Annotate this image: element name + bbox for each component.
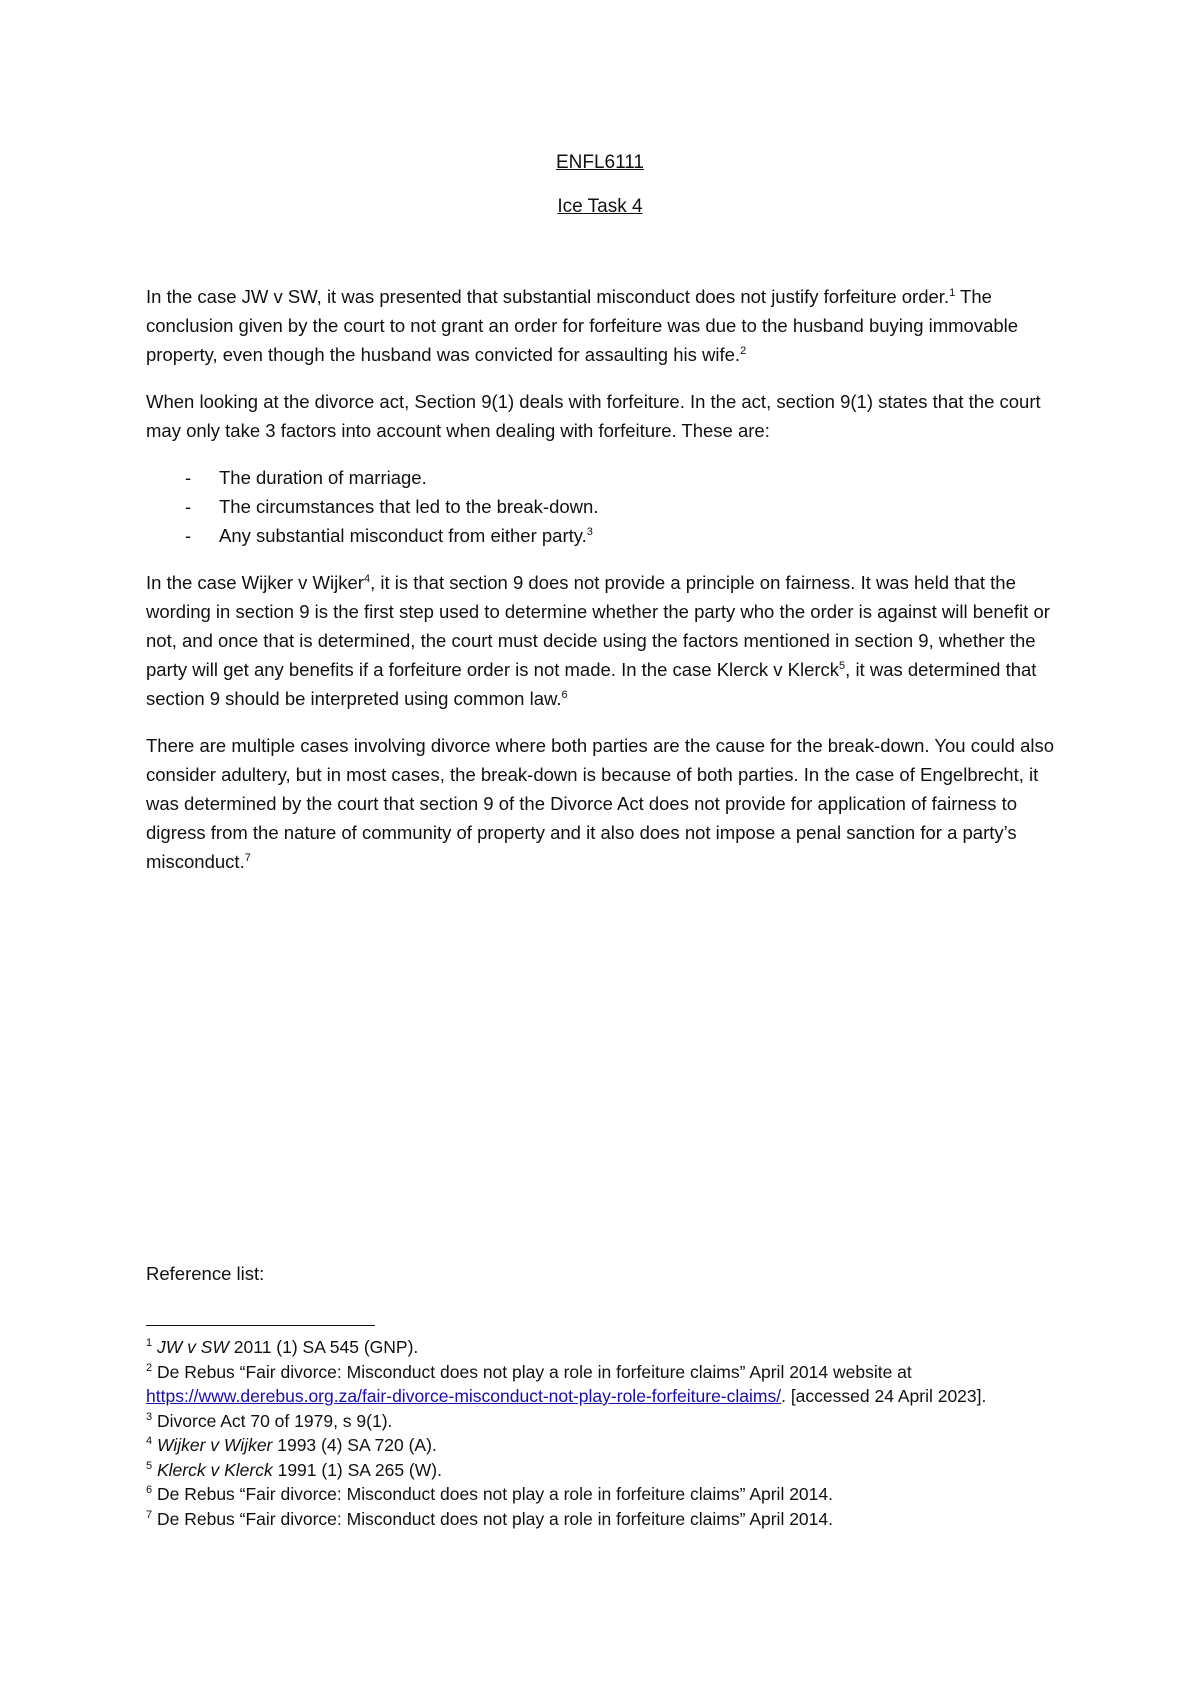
list-item <box>146 492 1066 521</box>
footnote-number: 5 <box>146 1459 153 1472</box>
list-item-text: The circumstances that led to the break-down. <box>219 496 599 517</box>
footnote-case-name: Klerck v Klerck <box>157 1459 273 1480</box>
footnote-citation: 2011 (1) SA 545 (GNP). <box>228 1337 419 1357</box>
footnote-accessed: . [accessed 24 April 2023]. <box>781 1386 987 1406</box>
footnote-text: De Rebus “Fair divorce: Misconduct does not play a role in forfeiture claims” April 2014. <box>152 1508 833 1529</box>
paragraph-1-text-a: In the case JW v SW, it was presented that substantial misconduct does not justify forfeiture order. <box>146 286 950 307</box>
footnote-citation: 1993 (4) SA 720 (A). <box>272 1435 437 1455</box>
footnote-2 <box>146 1360 1046 1409</box>
paragraph-1-text-b: The conclusion given by the court to not grant an order for forfeiture was due to the husband buying immovable property, even though the husband was convicted for assaulting his wife. <box>146 286 1019 365</box>
paragraph-4-text: There are multiple cases involving divorce where both parties are the cause for the break-down. You could also consider adultery, but in most cases, the break-down is because of both parties. In the case of Engelbrecht, it was determined by the court that section 9 of the Divorce Act does not provide for application of fairness to digress from the nature of community of property and it also does not impose a penal sanction for a party’s misconduct. <box>146 735 1055 872</box>
footnote-number: 1 <box>146 1337 153 1350</box>
document-body <box>146 282 1066 894</box>
footnote-5 <box>146 1458 1046 1483</box>
footnote-3 <box>146 1409 1046 1434</box>
paragraph-4 <box>146 731 1066 876</box>
footnote-number: 3 <box>146 1410 153 1423</box>
footnote-6 <box>146 1482 1046 1507</box>
paragraph-3-text-c: , it was determined that section 9 should be interpreted using common law. <box>146 659 1037 709</box>
paragraph-3-text-a: In the case Wijker v Wijker <box>146 572 364 593</box>
footnote-number: 6 <box>146 1484 153 1497</box>
reference-list-label: Reference list: <box>146 1263 265 1284</box>
footnote-ref-1[interactable]: 1 <box>949 286 956 299</box>
list-item <box>146 463 1066 492</box>
task-title-heading: Ice Task 4 <box>557 196 643 217</box>
paragraph-1 <box>146 282 1066 369</box>
list-dash: - <box>185 496 192 517</box>
footnote-url-link[interactable]: https://www.derebus.org.za/fair-divorce-misconduct-not-play-role-forfeiture-claims/ <box>146 1386 782 1406</box>
footnote-4 <box>146 1433 1046 1458</box>
footnote-text: De Rebus “Fair divorce: Misconduct does not play a role in forfeiture claims” April 2014 website at <box>152 1361 912 1382</box>
footnote-case-name: Wijker v Wijker <box>157 1435 273 1455</box>
footnote-ref-4[interactable]: 4 <box>363 572 371 585</box>
footnote-text: De Rebus “Fair divorce: Misconduct does not play a role in forfeiture claims” April 2014. <box>152 1484 833 1504</box>
footnote-ref-7[interactable]: 7 <box>244 851 251 864</box>
list-item <box>146 521 1066 550</box>
footnote-1 <box>146 1335 1046 1360</box>
list-item-text: Any substantial misconduct from either party. <box>219 525 587 546</box>
list-item-text: The duration of marriage. <box>219 467 427 488</box>
paragraph-3-text-b: , it is that section 9 does not provide a principle on fairness. It was held that the wording in section 9 is the first step used to determine whether the party who the order is against will benefit or not, and once that is determined, the court must decide using the factors mentioned in section 9, whether the party will get any benefits if a forfeiture order is not made. In the case Klerck v Klerck <box>146 572 1050 680</box>
footnote-7 <box>146 1507 1046 1532</box>
footnote-citation: 1991 (1) SA 265 (W). <box>272 1459 442 1480</box>
footnote-number: 7 <box>146 1508 153 1521</box>
paragraph-3 <box>146 568 1066 713</box>
footnote-ref-6[interactable]: 6 <box>561 688 568 701</box>
list-dash: - <box>185 525 192 546</box>
footnote-ref-3[interactable]: 3 <box>586 525 593 538</box>
footnote-ref-5[interactable]: 5 <box>839 659 846 672</box>
footnote-separator <box>146 1325 375 1326</box>
factors-list <box>146 463 1066 550</box>
list-dash: - <box>185 467 192 488</box>
paragraph-2: When looking at the divorce act, Section 9(1) deals with forfeiture. In the act, section 9(1) states that the court may only take 3 factors into account when dealing with forfeiture. These are: <box>146 391 1041 441</box>
footnote-number: 4 <box>146 1435 153 1448</box>
footnote-case-name: JW v SW <box>157 1337 229 1357</box>
footnote-ref-2[interactable]: 2 <box>740 344 747 357</box>
footnote-number: 2 <box>146 1361 153 1374</box>
course-code-heading: ENFL6111 <box>555 152 644 173</box>
footnotes <box>146 1335 1046 1531</box>
footnote-text: Divorce Act 70 of 1979, s 9(1). <box>152 1410 393 1431</box>
